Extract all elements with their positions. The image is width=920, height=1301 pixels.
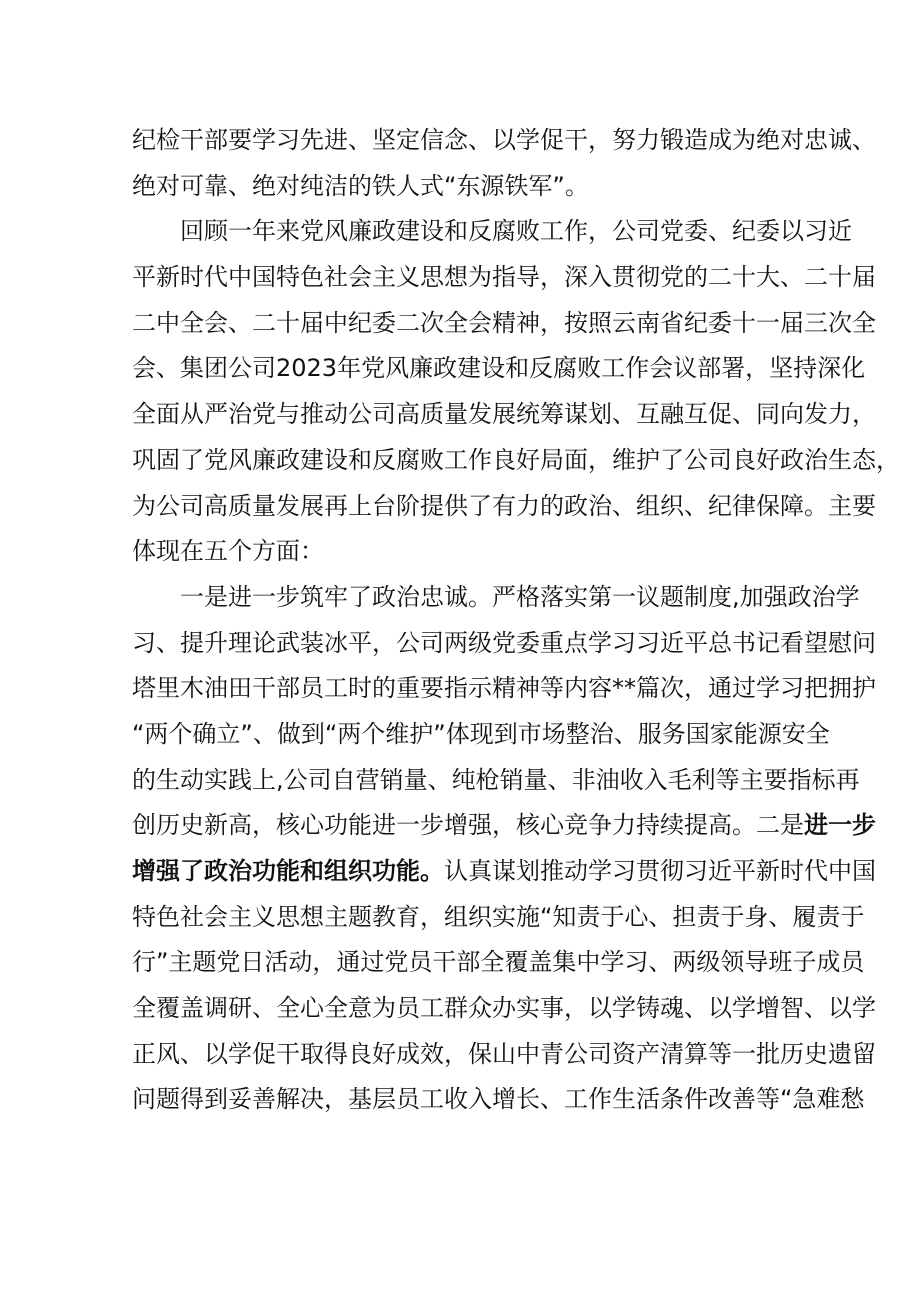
text-line: 全面从严治党与推动公司高质量发展统筹谋划、互融互促、同向发力， [132, 400, 876, 429]
text-line: 习、提升理论武装冰平，公司两级党委重点学习习近平总书记看望慰问 [132, 628, 876, 657]
text-line: 塔里木油田干部员工时的重要指示精神等内容**篇次，通过学习把拥护 [132, 674, 876, 703]
text-line: 特色社会主义思想主题教育，组织实施“知责于心、担责于身、履责于 [132, 902, 865, 931]
text-line [132, 803, 876, 849]
text-line: 的生动实践上,公司自营销量、纯枪销量、非油收入毛利等主要指标再 [132, 765, 860, 794]
text-line: 会、集团公司2023年党风廉政建设和反腐败工作会议部署，坚持深化 [132, 354, 866, 383]
bold-heading-segment: 进一步 [804, 811, 876, 840]
text-line: 行”主题党日活动，通过党员干部全覆盖集中学习、两级领导班子成员 [132, 948, 865, 977]
bold-heading-segment: 增强了政治功能和组织功能。 [132, 857, 444, 885]
text-line: 为公司高质量发展再上台阶提供了有力的政治、组织、纪律保障。主要 [132, 491, 876, 520]
text-segment: 创历史新高，核心功能进一步增强，核心竞争力持续提高。二是 [132, 811, 804, 840]
text-line: “两个确立”、做到“两个维护”体现到市场整治、服务国家能源安全 [132, 719, 830, 748]
paragraph-first-line: 一是进一步筑牢了政治忠诚。严格落实第一议题制度,加强政治学 [180, 582, 860, 611]
text-line: 问题得到妥善解决，基层员工收入增长、工作生活条件改善等“急难愁 [132, 1085, 865, 1114]
text-line: 二中全会、二十届中纪委二次全会精神，按照云南省纪委十一届三次全 [132, 308, 876, 337]
text-line: 正风、以学促干取得良好成效，保山中青公司资产清算等一批历史遗留 [132, 1039, 876, 1068]
text-segment: 认真谋划推动学习贯彻习近平新时代中国 [444, 857, 876, 885]
text-line: 巩固了党风廉政建设和反腐败工作良好局面，维护了公司良好政治生态， [132, 445, 900, 474]
text-line: 绝对可靠、绝对纯洁的铁人式“东源铁军”。 [132, 171, 589, 200]
body-text [132, 118, 900, 1123]
paragraph-first-line: 回顾一年来党风廉政建设和反腐败工作，公司党委、纪委以习近 [180, 217, 852, 246]
text-line: 平新时代中国特色社会主义思想为指导，深入贯彻党的二十大、二十届 [132, 263, 876, 292]
text-line: 全覆盖调研、全心全意为员工群众办实事，以学铸魂、以学增智、以学 [132, 994, 876, 1023]
text-line: 体现在五个方面： [132, 537, 324, 566]
text-line: 纪检干部要学习先进、坚定信念、以学促干，努力锻造成为绝对忠诚、 [132, 126, 876, 154]
text-line [132, 849, 876, 895]
